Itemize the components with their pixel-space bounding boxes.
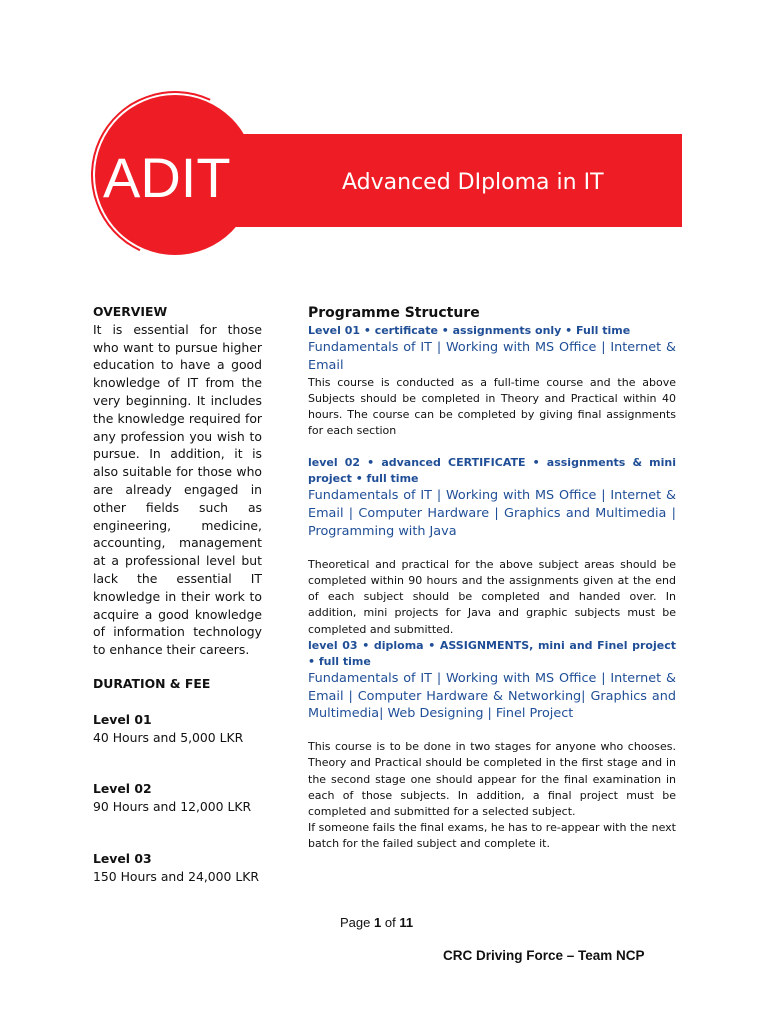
programme-level-02-subjects: Fundamentals of IT | Working with MS Office | Internet & Email | Computer Hardware | Graphics and Multimedia | Programming with Java <box>308 488 676 539</box>
duration-level-label: Level 03 <box>93 850 152 866</box>
logo-text: ADIT <box>103 146 231 209</box>
overview-text: It is essential for those who want to pursue higher education to have a good knowledge of IT from the very beginning. It includes the knowledge required for any profession you wish to pursue. In addition, it is also suitable for those who are already engaged in other fields such as engineering, medicine, accounting, management at a professional level but lack the essential IT knowledge in their work to acquire a good knowledge of information technology to enhance their careers. <box>93 321 262 658</box>
programme-level-03-description-2: If someone fails the final exams, he has to re-appear with the next batch for the failed subject and complete it. <box>308 821 676 851</box>
right-column <box>308 303 676 853</box>
duration-heading: DURATION & FEE <box>93 675 211 691</box>
programme-level-01-heading: Level 01 • certificate • assignments only • Full time <box>308 324 631 337</box>
page-number <box>340 915 413 930</box>
duration-level-label: Level 02 <box>93 781 152 797</box>
programme-level-01-description: This course is conducted as a full-time course and the above Subjects should be completed in Theory and Practical within 40 hours. The course can be completed by giving final assignments for each section <box>308 375 676 438</box>
duration-level-label: Level 01 <box>93 711 152 727</box>
programme-level-03-description: This course is to be done in two stages for anyone who chooses. Theory and Practical should be completed in the first stage and in the second stage one should appear for the final examination in each of those subjects. In addition, a final project must be completed and submitted for a selected subject. <box>308 740 676 819</box>
duration-level-detail: 40 Hours and 5,000 LKR <box>93 729 244 745</box>
programme-level-02-description: Theoretical and practical for the above subject areas should be completed within 90 hours and the assignments given at the end of each subject should be completed and handed over. In addition, mini projects for Java and graphic subjects must be completed and submitted. <box>308 557 676 636</box>
page-total: 11 <box>399 915 414 930</box>
footer-team: CRC Driving Force – Team NCP <box>443 948 645 963</box>
duration-level-02 <box>93 780 262 816</box>
overview-heading: OVERVIEW <box>93 304 168 319</box>
programme-level-03-heading: level 03 • diploma • ASSIGNMENTS, mini and Finel project • full time <box>308 638 676 668</box>
left-column <box>93 303 262 886</box>
duration-level-detail: 150 Hours and 24,000 LKR <box>93 868 260 884</box>
duration-level-detail: 90 Hours and 12,000 LKR <box>93 799 252 815</box>
programme-level-03-subjects: Fundamentals of IT | Working with MS Office | Internet & Email | Computer Hardware & Networking| Graphics and Multimedia| Web Designing | Finel Project <box>308 670 676 722</box>
page-of: of <box>384 915 396 930</box>
programme-level-02-heading: level 02 • advanced CERTIFICATE • assignments & mini project • full time <box>308 456 676 486</box>
duration-level-03 <box>93 850 262 886</box>
programme-title: Programme Structure <box>308 305 480 321</box>
page-current: 1 <box>374 915 382 930</box>
programme-level-01-subjects: Fundamentals of IT | Working with MS Office | Internet & Email <box>308 340 676 373</box>
duration-level-01 <box>93 711 262 747</box>
document-subtitle: Advanced DIploma in IT <box>342 170 604 195</box>
page-prefix: Page <box>340 915 371 930</box>
